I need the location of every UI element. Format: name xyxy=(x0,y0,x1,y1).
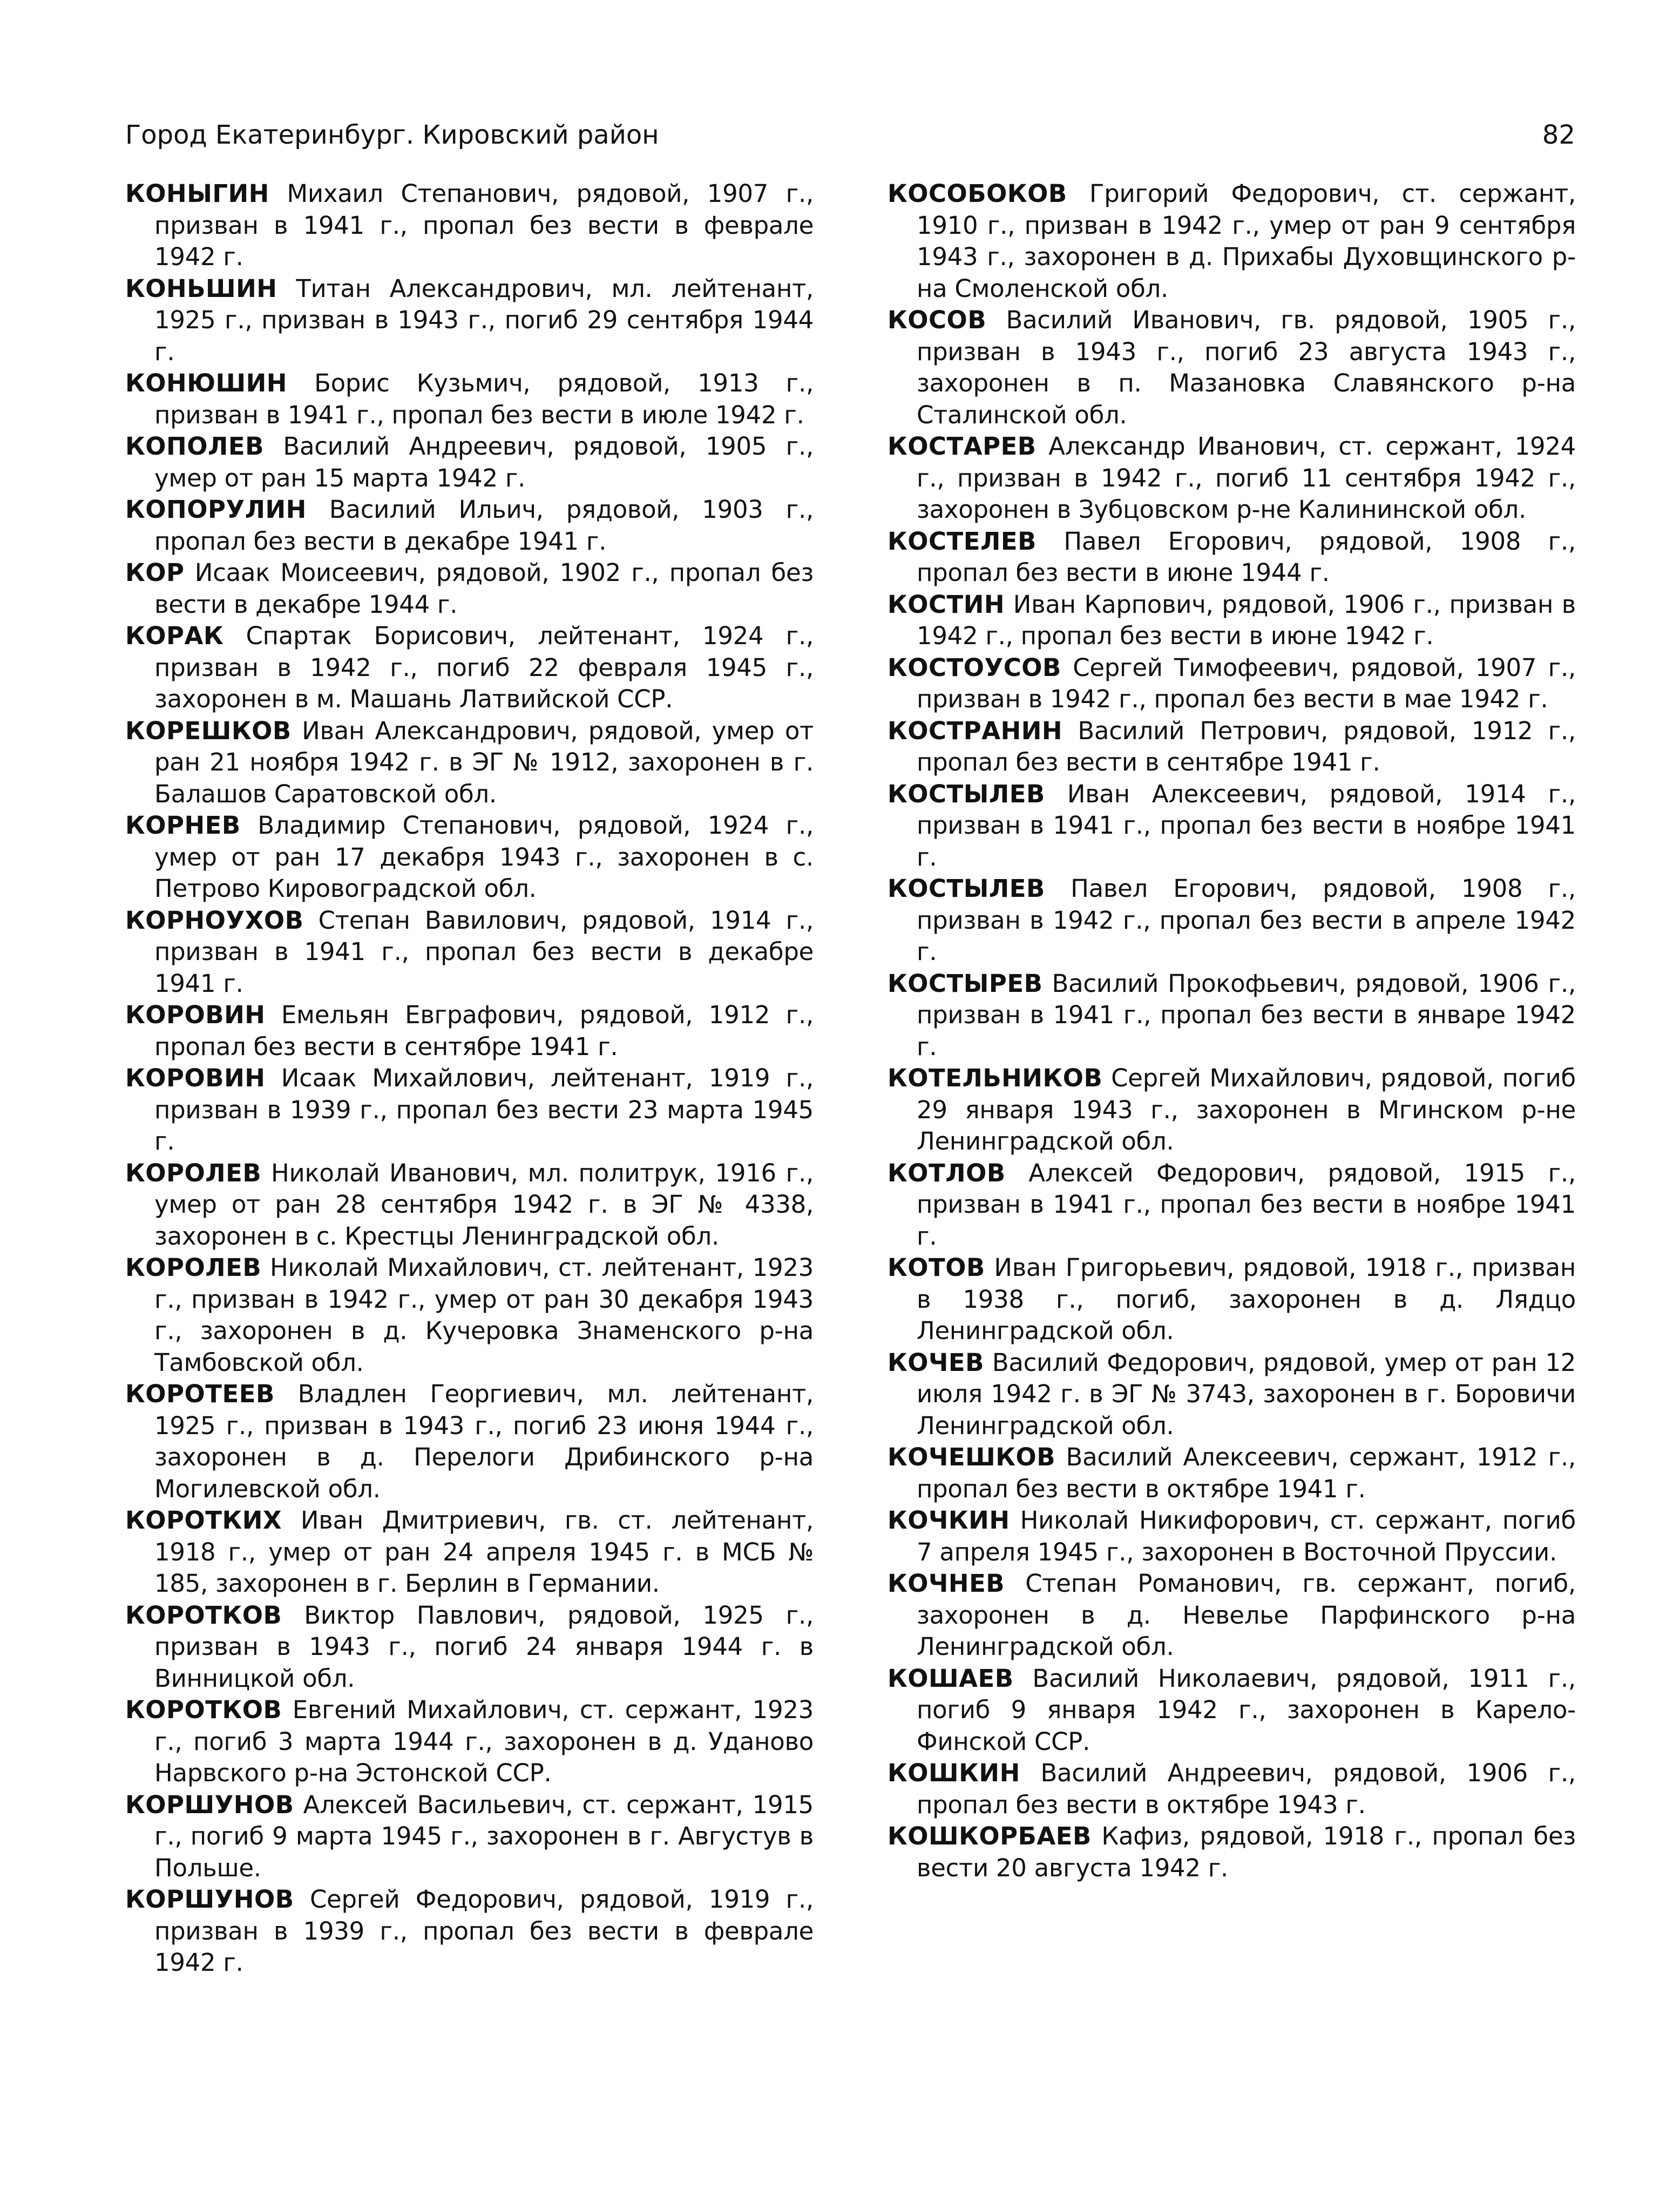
entry xyxy=(888,178,1576,305)
entry-surname: КОР xyxy=(125,558,185,587)
entry-details: Емельян Евграфович, рядовой, 1912 г., пропал без вести в сентябре 1941 г. xyxy=(154,1001,814,1061)
entry-surname: КОРОВИН xyxy=(125,1001,266,1029)
entry-surname: КОСТЫРЕВ xyxy=(888,969,1043,998)
entry xyxy=(888,589,1576,652)
entry-details: Владимир Степанович, рядовой, 1924 г., умер от ран 17 декабря 1943 г., захоронен в с. Петрово Кировоградской обл. xyxy=(154,811,814,903)
entry-details: Виктор Павлович, рядовой, 1925 г., призван в 1943 г., погиб 24 января 1944 г. в Винницкой обл. xyxy=(154,1600,814,1693)
entry xyxy=(888,652,1576,715)
entry-details: Степан Вавилович, рядовой, 1914 г., призван в 1941 г., пропал без вести в декабре 1941 г. xyxy=(154,905,814,998)
page-title: Город Екатеринбург. Кировский район xyxy=(125,120,659,150)
entry-surname: КОРЕШКОВ xyxy=(125,716,292,745)
entry xyxy=(888,1442,1576,1505)
entry xyxy=(888,1063,1576,1158)
entry-details: Сергей Федорович, рядовой, 1919 г., призван в 1939 г., пропал без вести в феврале 1942 г. xyxy=(154,1885,814,1977)
entry-details: Василий Прокофьевич, рядовой, 1906 г., призван в 1941 г., пропал без вести в январе 1942 г. xyxy=(917,969,1576,1061)
entry-surname: КОЧНЕВ xyxy=(888,1569,1005,1598)
entry-details: Иван Алексеевич, рядовой, 1914 г., призван в 1941 г., пропал без вести в ноябре 1941 г. xyxy=(917,779,1576,871)
entry xyxy=(125,1884,814,1979)
entry-details: Василий Иванович, гв. рядовой, 1905 г., призван в 1943 г., погиб 23 августа 1943 г., захоронен в п. Мазановка Славянского р-на Сталинской обл. xyxy=(917,306,1576,429)
entry-details: Николай Никифорович, ст. сержант, погиб 7 апреля 1945 г., захоронен в Восточной Пруссии. xyxy=(917,1506,1576,1566)
entry-details: Иван Александрович, рядовой, умер от ран 21 ноября 1942 г. в ЭГ № 1912, захоронен в г. Балашов Саратовской обл. xyxy=(154,716,814,808)
entry-details: Алексей Федорович, рядовой, 1915 г., призван в 1941 г., пропал без вести в ноябре 1941 г. xyxy=(917,1158,1576,1251)
entry xyxy=(125,620,814,715)
entry xyxy=(125,1378,814,1505)
entry-details: Иван Карпович, рядовой, 1906 г., призван в 1942 г., пропал без вести в июне 1942 г. xyxy=(917,590,1576,650)
entry-details: Григорий Федорович, ст. сержант, 1910 г., призван в 1942 г., умер от ран 9 сентября 1943 г., захоронен в д. Прихабы Духовщинского р-на Смоленской обл. xyxy=(917,179,1576,303)
page-number: 82 xyxy=(1542,120,1575,150)
entry-details: Сергей Михайлович, рядовой, погиб 29 января 1943 г., захоронен в Мгинском р-не Ленинградской обл. xyxy=(917,1064,1576,1155)
entry xyxy=(125,905,814,1000)
entry xyxy=(125,368,814,431)
entry-surname: КОРОЛЕВ xyxy=(125,1158,262,1187)
entry xyxy=(888,526,1576,589)
entry-surname: КОНЮШИН xyxy=(125,369,287,397)
entry-details: Спартак Борисович, лейтенант, 1924 г., призван в 1942 г., погиб 22 февраля 1945 г., захоронен в м. Машань Латвийской ССР. xyxy=(154,621,814,713)
entry xyxy=(125,557,814,620)
entry xyxy=(125,1789,814,1884)
entry-surname: КОРНОУХОВ xyxy=(125,905,304,935)
entry-details: Алексей Васильевич, ст. сержант, 1915 г., погиб 9 марта 1945 г., захоронен в г. Августув в Польше. xyxy=(154,1790,814,1882)
entry-surname: КОСТЫЛЕВ xyxy=(888,874,1045,903)
entry-details: Иван Дмитриевич, гв. ст. лейтенант, 1918 г., умер от ран 24 апреля 1945 г. в МСБ № 185, захоронен в г. Берлин в Германии. xyxy=(154,1506,814,1598)
entry xyxy=(888,431,1576,526)
entry-details: Иван Григорьевич, рядовой, 1918 г., призван в 1938 г., погиб, захоронен в д. Лядцо Ленинградской обл. xyxy=(917,1253,1576,1345)
entry xyxy=(888,1252,1576,1347)
entry-surname: КОРОТЕЕВ xyxy=(125,1380,275,1408)
entry-surname: КОРОТКОВ xyxy=(125,1600,282,1630)
entry xyxy=(125,431,814,494)
entry-surname: КОЧКИН xyxy=(888,1506,1010,1535)
entry-surname: КОРОТКИХ xyxy=(125,1506,282,1535)
entry-surname: КОСОБОКОВ xyxy=(888,179,1067,208)
entry xyxy=(125,1158,814,1253)
entry-surname: КОРОТКОВ xyxy=(125,1695,282,1724)
entry-details: Василий Николаевич, рядовой, 1911 г., погиб 9 января 1942 г., захоронен в Карело-Финской ССР. xyxy=(917,1664,1576,1756)
entry xyxy=(125,1063,814,1158)
entry-details: Павел Егорович, рядовой, 1908 г., пропал без вести в июне 1944 г. xyxy=(917,526,1576,587)
entry-surname: КОСТАРЕВ xyxy=(888,432,1037,461)
entry-details: Василий Петрович, рядовой, 1912 г., пропал без вести в сентябре 1941 г. xyxy=(917,716,1576,776)
entry-details: Николай Иванович, мл. политрук, 1916 г., умер от ран 28 сентября 1942 г. в ЭГ № 4338, захоронен в с. Крестцы Ленинградской обл. xyxy=(154,1158,814,1251)
entry-details: Исаак Моисеевич, рядовой, 1902 г., пропал без вести в декабре 1944 г. xyxy=(154,558,814,619)
entry xyxy=(888,1821,1576,1884)
entry-surname: КОСТОУСОВ xyxy=(888,653,1061,682)
entry xyxy=(888,1568,1576,1663)
entry xyxy=(888,779,1576,874)
entry-surname: КОЧЕШКОВ xyxy=(888,1443,1056,1471)
entry-details: Василий Андреевич, рядовой, 1906 г., пропал без вести в октябре 1943 г. xyxy=(917,1759,1576,1819)
entry-details: Сергей Тимофеевич, рядовой, 1907 г., призван в 1942 г., пропал без вести в мае 1942 г. xyxy=(917,653,1576,713)
entry-details: Василий Андреевич, рядовой, 1905 г., умер от ран 15 марта 1942 г. xyxy=(154,432,814,492)
right-column xyxy=(888,178,1576,1884)
entry xyxy=(125,494,814,557)
entry-details: Кафиз, рядовой, 1918 г., пропал без вести 20 августа 1942 г. xyxy=(917,1822,1576,1882)
entry-surname: КОРОЛЕВ xyxy=(125,1253,262,1282)
entry-surname: КОПОРУЛИН xyxy=(125,495,307,524)
entry-details: Михаил Степанович, рядовой, 1907 г., призван в 1941 г., пропал без вести в феврале 1942 г. xyxy=(154,179,814,271)
entry xyxy=(125,273,814,368)
entry-details: Василий Алексеевич, сержант, 1912 г., пропал без вести в октябре 1941 г. xyxy=(917,1443,1576,1503)
entry-surname: КОШАЕВ xyxy=(888,1664,1014,1693)
entry-details: Николай Михайлович, ст. лейтенант, 1923 г., призван в 1942 г., умер от ран 30 декабря 1943 г., захоронен в д. Кучеровка Знаменского р-на Тамбовской обл. xyxy=(154,1253,814,1377)
entry-details: Василий Ильич, рядовой, 1903 г., пропал без вести в декабре 1941 г. xyxy=(154,495,814,556)
entry-details: Степан Романович, гв. сержант, погиб, захоронен в д. Невелье Парфинского р-на Ленинградской обл. xyxy=(917,1569,1576,1661)
entry xyxy=(888,715,1576,779)
entry xyxy=(125,810,814,905)
entry-surname: КОТЛОВ xyxy=(888,1158,1006,1187)
entry-surname: КОРНЕВ xyxy=(125,811,241,840)
entry-details: Титан Александрович, мл. лейтенант, 1925 г., призван в 1943 г., погиб 29 сентября 1944 г. xyxy=(154,274,814,366)
entry-details: Исаак Михайлович, лейтенант, 1919 г., призван в 1939 г., пропал без вести 23 марта 1945 г. xyxy=(154,1064,814,1155)
entry xyxy=(888,1347,1576,1442)
entry-details: Александр Иванович, ст. сержант, 1924 г., призван в 1942 г., погиб 11 сентября 1942 г., захоронен в Зубцовском р-не Калининской обл. xyxy=(917,432,1576,524)
entry xyxy=(125,715,814,810)
entry xyxy=(125,999,814,1063)
left-column xyxy=(125,178,814,1979)
entry xyxy=(888,305,1576,431)
entry-surname: КОПОЛЕВ xyxy=(125,432,264,461)
page-header xyxy=(125,113,1575,157)
entry-details: Василий Федорович, рядовой, умер от ран 12 июля 1942 г. в ЭГ № 3743, захоронен в г. Боровичи Ленинградской обл. xyxy=(917,1348,1576,1440)
entry xyxy=(125,1694,814,1789)
entry-surname: КОТЕЛЬНИКОВ xyxy=(888,1064,1103,1092)
entry-surname: КОНЬШИН xyxy=(125,274,277,303)
entry-surname: КОСТЫЛЕВ xyxy=(888,779,1045,808)
entry-surname: КОШКИН xyxy=(888,1759,1020,1787)
entry xyxy=(888,1758,1576,1821)
entry-surname: КОРАК xyxy=(125,621,224,650)
entry xyxy=(125,1505,814,1600)
entry-surname: КОНЫГИН xyxy=(125,179,269,208)
entry xyxy=(888,968,1576,1063)
entry-details: Борис Кузьмич, рядовой, 1913 г., призван в 1941 г., пропал без вести в июле 1942 г. xyxy=(154,369,814,429)
entry-details: Евгений Михайлович, ст. сержант, 1923 г., погиб 3 марта 1944 г., захоронен в д. Уданово Нарвского р-на Эстонской ССР. xyxy=(154,1695,814,1787)
entry-surname: КОШКОРБАЕВ xyxy=(888,1822,1092,1850)
entry xyxy=(125,1600,814,1695)
entry xyxy=(125,1252,814,1378)
entry xyxy=(888,1663,1576,1758)
entry-surname: КОРШУНОВ xyxy=(125,1790,294,1819)
entry-details: Владлен Георгиевич, мл. лейтенант, 1925 г., призван в 1943 г., погиб 23 июня 1944 г., захоронен в д. Перелоги Дрибинского р-на Могилевской обл. xyxy=(154,1380,814,1503)
entry-surname: КОСТИН xyxy=(888,590,1005,619)
entry-surname: КОСТЕЛЕВ xyxy=(888,526,1037,556)
entry-surname: КОТОВ xyxy=(888,1253,985,1282)
entry xyxy=(888,873,1576,968)
entry xyxy=(888,1505,1576,1568)
entry xyxy=(125,178,814,273)
entry-surname: КОЧЕВ xyxy=(888,1348,984,1377)
entry-surname: КОСТРАНИН xyxy=(888,716,1063,745)
entry-surname: КОРОВИН xyxy=(125,1064,266,1092)
entry-surname: КОРШУНОВ xyxy=(125,1885,294,1914)
entry-surname: КОСОВ xyxy=(888,306,987,334)
entry xyxy=(888,1158,1576,1253)
entry-details: Павел Егорович, рядовой, 1908 г., призван в 1942 г., пропал без вести в апреле 1942 г. xyxy=(917,874,1576,966)
